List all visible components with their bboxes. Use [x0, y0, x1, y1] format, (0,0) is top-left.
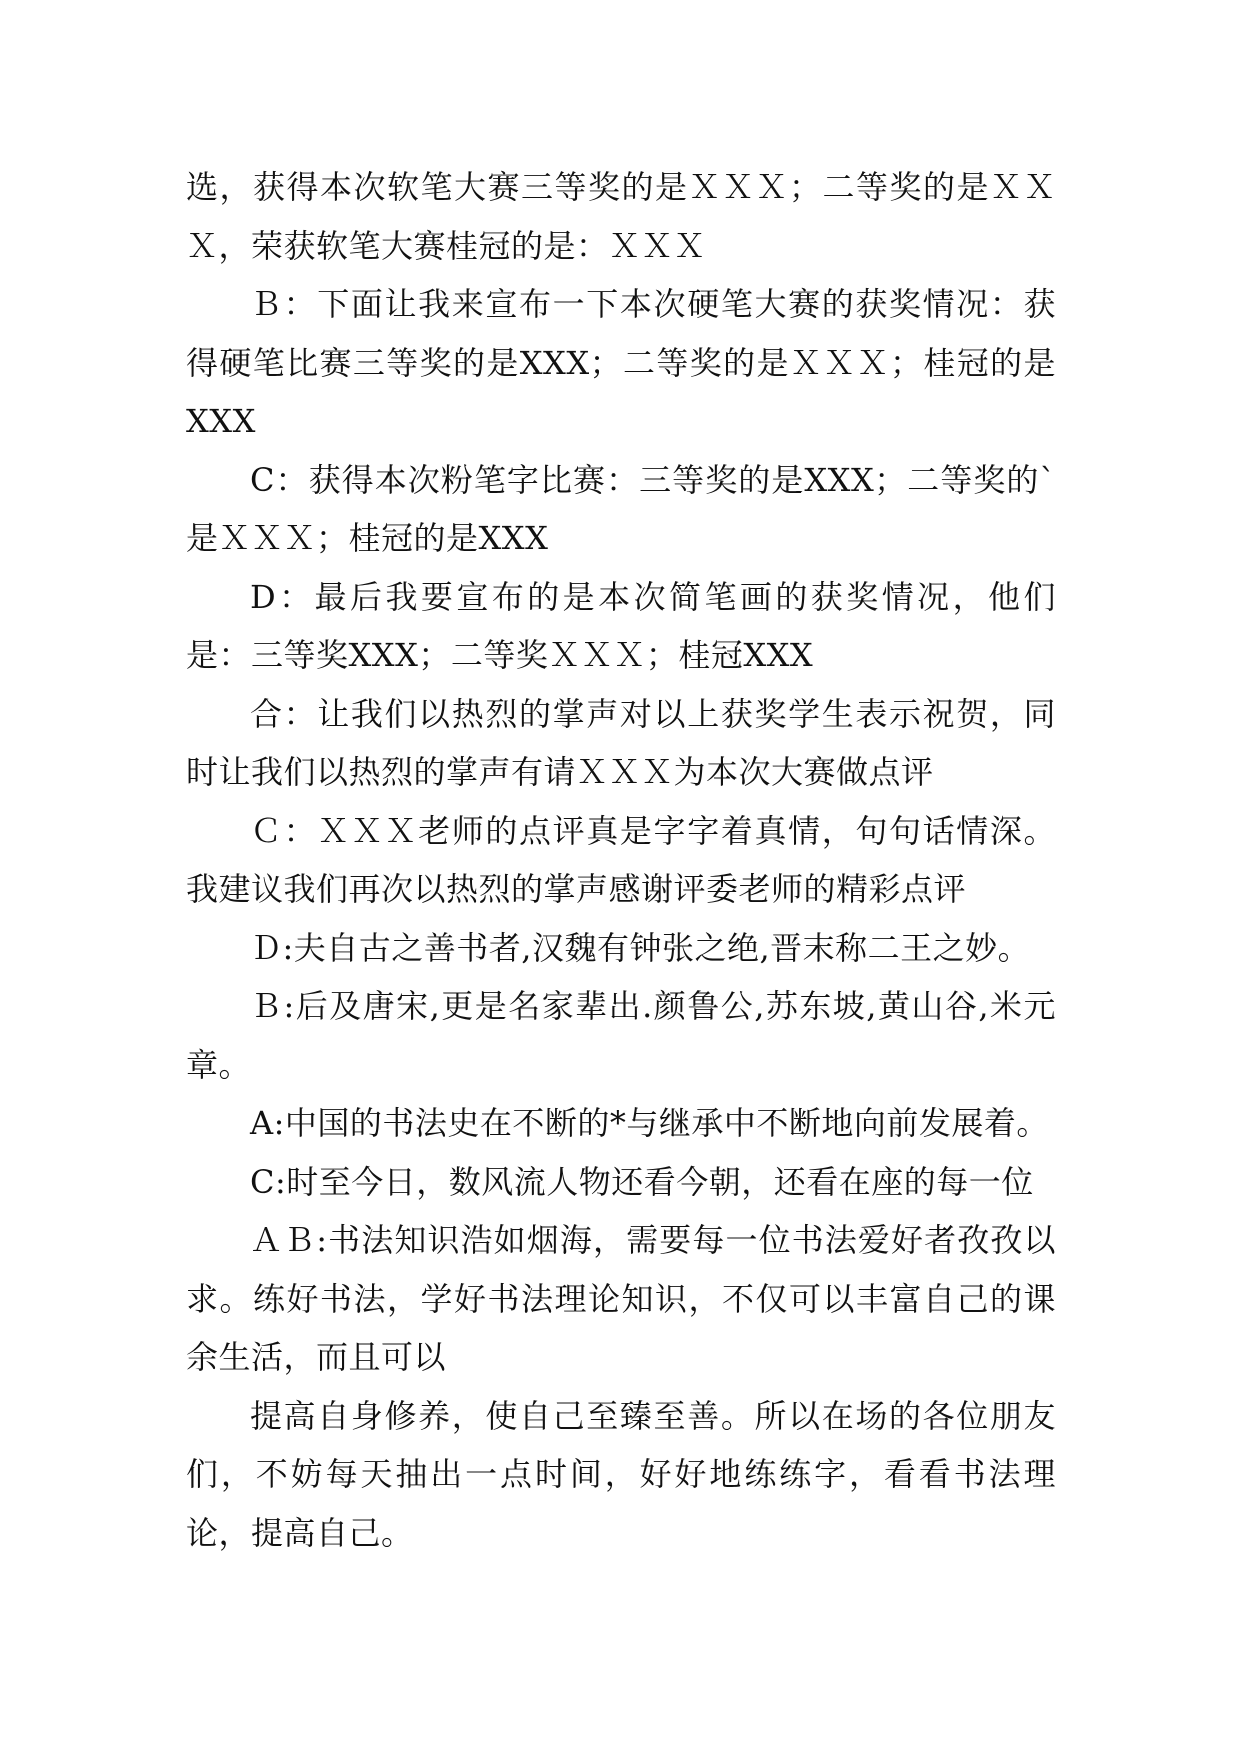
paragraph-tang-song-masters: Ｂ:后及唐宋,更是名家辈出.颜鲁公,苏东坡,黄山谷,米元章。 [186, 987, 1056, 1084]
paragraph-chalk-results: C：获得本次粉笔字比赛：三等奖的是XXX；二等奖的`是ＸＸＸ；桂冠的是XXX [186, 460, 1056, 557]
paragraph-softpen-results: 选，获得本次软笔大赛三等奖的是ＸＸＸ；二等奖的是ＸＸＸ，荣获软笔大赛桂冠的是：ＸＸＸ [186, 168, 1056, 265]
paragraph-hardpen-results: Ｂ：下面让我来宣布一下本次硬笔大赛的获奖情况：获得硬笔比赛三等奖的是XXX；二等奖的是ＸＸＸ；桂冠的是XXX [186, 285, 1056, 440]
paragraph-history-development: A:中国的书法史在不断的*与继承中不断地向前发展着。 [250, 1104, 1049, 1142]
paragraph-calligraphy-ancient: Ｄ:夫自古之善书者,汉魏有钟张之绝,晋末称二王之妙。 [250, 928, 1031, 967]
paragraph-closing: 提高自身修养，使自己至臻至善。所以在场的各位朋友们，不妨每天抽出一点时间，好好地练练字，看看书法理论，提高自己。 [186, 1396, 1056, 1552]
paragraph-present-day: C:时至今日，数风流人物还看今朝，还看在座的每一位 [250, 1162, 1034, 1201]
document-body [186, 158, 1056, 1562]
paragraph-judge-thanks: Ｃ：ＸＸＸ老师的点评真是字字着真情，句句话情深。我建议我们再次以热烈的掌声感谢评委老师的精彩点评 [186, 811, 1056, 908]
paragraph-drawing-results: D：最后我要宣布的是本次简笔画的获奖情况，他们是：三等奖XXX；二等奖ＸＸＸ；桂冠XXX [186, 577, 1056, 674]
paragraph-congratulations: 合：让我们以热烈的掌声对以上获奖学生表示祝贺，同时让我们以热烈的掌声有请ＸＸＸ为本次大赛做点评 [186, 694, 1056, 791]
paragraph-knowledge-vast: ＡＢ:书法知识浩如烟海，需要每一位书法爱好者孜孜以求。练好书法，学好书法理论知识，不仅可以丰富自己的课余生活，而且可以 [186, 1221, 1056, 1376]
